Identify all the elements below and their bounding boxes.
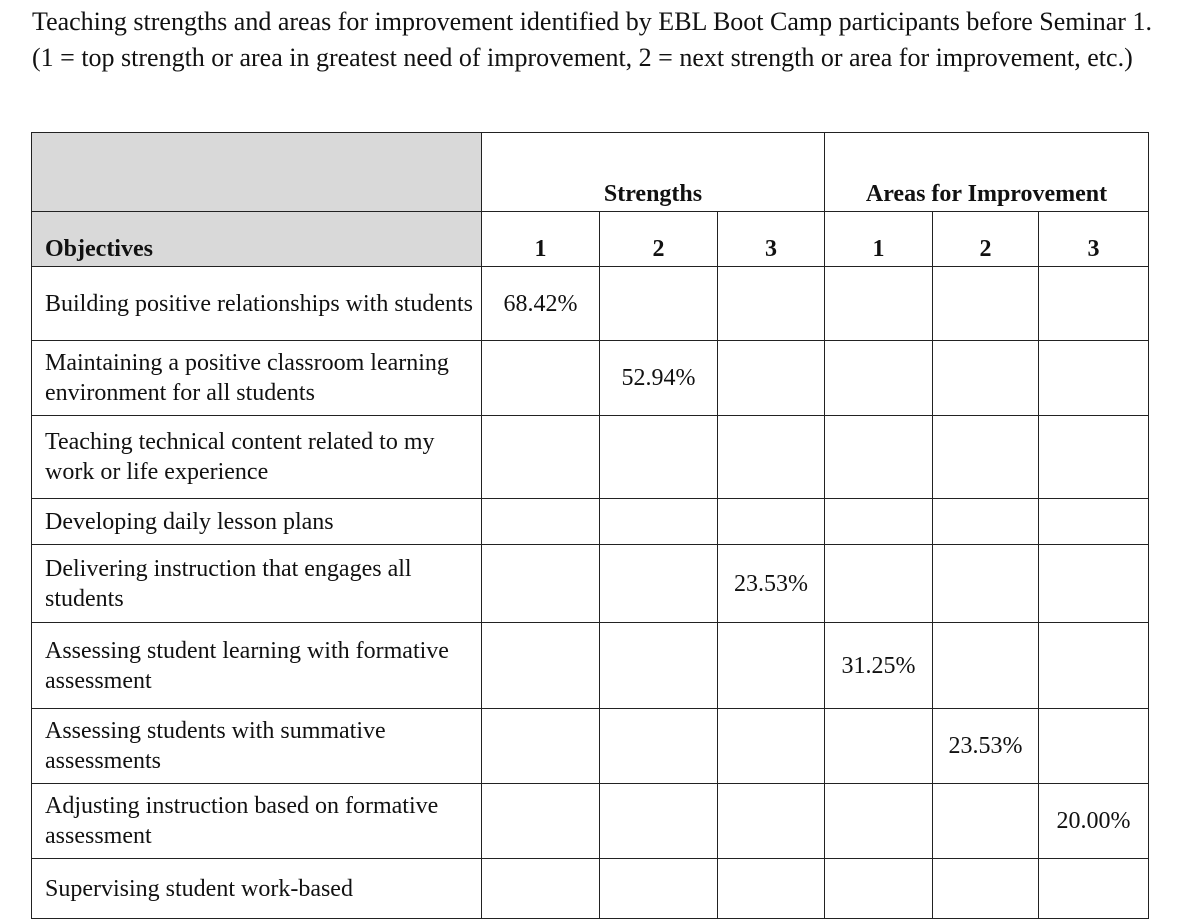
strengths-group-header: Strengths (482, 133, 825, 212)
percentage-cell (600, 267, 718, 341)
percentage-cell (718, 499, 825, 545)
percentage-cell (825, 784, 933, 859)
table-row (32, 623, 1149, 709)
percentage-cell (482, 784, 600, 859)
percentage-cell (933, 416, 1039, 499)
percentage-cell: 68.42% (482, 267, 600, 341)
percentage-cell (1039, 267, 1149, 341)
percentage-cell (933, 545, 1039, 623)
percentage-cell (600, 499, 718, 545)
percentage-cell (1039, 859, 1149, 919)
rank-header: 2 (600, 212, 718, 267)
table-row (32, 267, 1149, 341)
percentage-cell (1039, 709, 1149, 784)
objective-label: Developing daily lesson plans (32, 499, 482, 545)
percentage-cell (482, 499, 600, 545)
percentage-cell (482, 709, 600, 784)
percentage-cell (482, 859, 600, 919)
table-row (32, 859, 1149, 919)
percentage-cell (718, 623, 825, 709)
objective-label: Assessing students with summative assessments (32, 709, 482, 784)
objective-label: Delivering instruction that engages all students (32, 545, 482, 623)
objective-label: Adjusting instruction based on formative assessment (32, 784, 482, 859)
percentage-cell (718, 341, 825, 416)
percentage-cell (1039, 499, 1149, 545)
percentage-cell (1039, 545, 1149, 623)
percentage-cell (933, 499, 1039, 545)
rank-header: 3 (1039, 212, 1149, 267)
percentage-cell (482, 623, 600, 709)
percentage-cell (600, 416, 718, 499)
percentage-cell (825, 267, 933, 341)
objectives-header: Objectives (32, 212, 482, 267)
shaded-header-cell (32, 133, 482, 212)
percentage-cell (718, 416, 825, 499)
percentage-cell (825, 545, 933, 623)
percentage-cell (825, 341, 933, 416)
percentage-cell (825, 859, 933, 919)
percentage-cell: 52.94% (600, 341, 718, 416)
rank-header: 1 (825, 212, 933, 267)
rank-header: 1 (482, 212, 600, 267)
percentage-cell: 20.00% (1039, 784, 1149, 859)
percentage-cell (718, 709, 825, 784)
rank-header: 2 (933, 212, 1039, 267)
objective-label: Supervising student work-based (32, 859, 482, 919)
table-row (32, 545, 1149, 623)
table-caption: Teaching strengths and areas for improvement identified by EBL Boot Camp participants before Seminar 1. (1 = top strength or area in greatest need of improvement, 2 = next strength or area for improvement, etc.) (32, 7, 1152, 72)
table-row (32, 784, 1149, 859)
objective-label: Building positive relationships with students (32, 267, 482, 341)
table-row (32, 416, 1149, 499)
percentage-cell (825, 416, 933, 499)
percentage-cell (600, 709, 718, 784)
percentage-cell (1039, 341, 1149, 416)
table-row (32, 499, 1149, 545)
group-header-row (32, 133, 1149, 212)
improvement-group-header: Areas for Improvement (825, 133, 1149, 212)
percentage-cell: 23.53% (933, 709, 1039, 784)
percentage-cell (600, 859, 718, 919)
rank-header: 3 (718, 212, 825, 267)
percentage-cell: 23.53% (718, 545, 825, 623)
percentage-cell (482, 416, 600, 499)
percentage-cell (718, 267, 825, 341)
percentage-cell (1039, 416, 1149, 499)
percentage-cell (600, 545, 718, 623)
percentage-cell (933, 859, 1039, 919)
percentage-cell (933, 267, 1039, 341)
percentage-cell (600, 623, 718, 709)
percentage-cell (1039, 623, 1149, 709)
table-row (32, 341, 1149, 416)
percentage-cell (600, 784, 718, 859)
percentage-cell (718, 859, 825, 919)
percentage-cell: 31.25% (825, 623, 933, 709)
percentage-cell (825, 499, 933, 545)
table-row (32, 709, 1149, 784)
percentage-cell (482, 341, 600, 416)
objective-label: Assessing student learning with formative assessment (32, 623, 482, 709)
percentage-cell (933, 341, 1039, 416)
percentage-cell (933, 623, 1039, 709)
objective-label: Teaching technical content related to my work or life experience (32, 416, 482, 499)
percentage-cell (933, 784, 1039, 859)
percentage-cell (718, 784, 825, 859)
rank-header-row (32, 212, 1149, 267)
percentage-cell (825, 709, 933, 784)
objective-label: Maintaining a positive classroom learning environment for all students (32, 341, 482, 416)
strengths-improvement-table (31, 132, 1149, 919)
percentage-cell (482, 545, 600, 623)
